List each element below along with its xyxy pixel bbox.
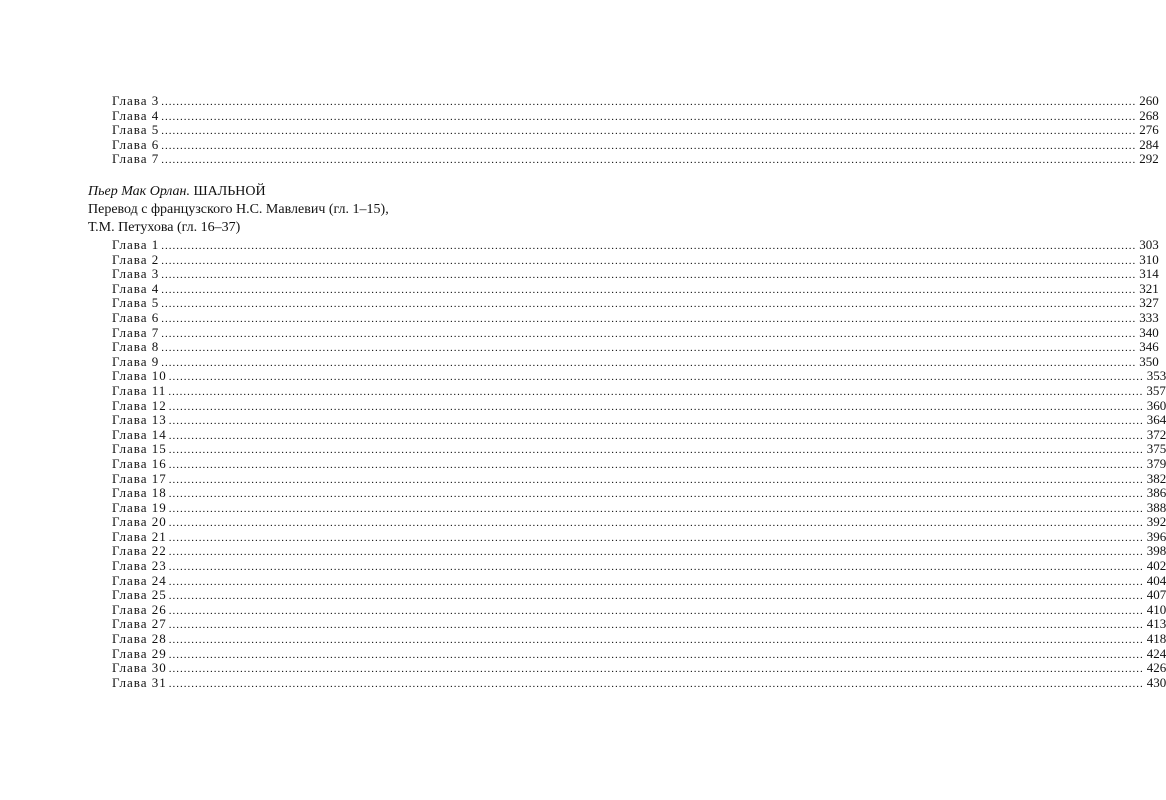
toc-entry-label: Глава 30	[112, 660, 167, 676]
toc-entry	[112, 324, 1159, 341]
dot-leader: ....................................................................................................................................................................................................................................................................	[168, 546, 1144, 559]
toc-entry-page: 350	[1139, 353, 1159, 369]
dot-leader: ....................................................................................................................................................................................................................................................................	[161, 283, 1137, 296]
toc-entry	[112, 122, 1159, 138]
dot-leader: ....................................................................................................................................................................................................................................................................	[168, 677, 1144, 690]
toc-entry-page: 303	[1139, 237, 1159, 252]
dot-leader: ....................................................................................................................................................................................................................................................................	[161, 356, 1137, 369]
dot-leader: ....................................................................................................................................................................................................................................................................	[168, 663, 1144, 676]
toc-entry-label: Глава 29	[112, 645, 167, 661]
toc-entry-label: Глава 3	[112, 93, 160, 108]
toc-entry	[112, 572, 1166, 589]
toc-entry-label: Глава 7	[112, 324, 160, 340]
toc-entry	[112, 514, 1166, 530]
toc-entry-page: 321	[1139, 280, 1159, 296]
toc-entry-label: Глава 16	[112, 455, 167, 471]
dot-leader: ....................................................................................................................................................................................................................................................................	[168, 444, 1144, 457]
toc-entry	[112, 151, 1159, 167]
dot-leader: ....................................................................................................................................................................................................................................................................	[168, 502, 1144, 515]
dot-leader: ....................................................................................................................................................................................................................................................................	[161, 254, 1137, 267]
toc-entry-label: Глава 6	[112, 136, 160, 152]
toc-entry-label: Глава 1	[112, 237, 160, 252]
dot-leader: ....................................................................................................................................................................................................................................................................	[168, 458, 1144, 471]
toc-entry-page: 392	[1146, 514, 1166, 530]
toc-entry	[112, 295, 1159, 311]
toc-entry-label: Глава 23	[112, 558, 167, 574]
toc-entry-page: 360	[1146, 397, 1166, 413]
toc-entry	[112, 455, 1166, 472]
toc-entry	[112, 339, 1159, 355]
toc-entry	[112, 280, 1159, 297]
toc-entry	[112, 645, 1166, 662]
toc-entry-label: Глава 4	[112, 280, 160, 296]
toc-entry-label: Глава 15	[112, 441, 167, 457]
toc-entry	[112, 397, 1166, 414]
toc-entry-page: 402	[1146, 558, 1166, 574]
toc-entry	[112, 558, 1166, 574]
dot-leader: ....................................................................................................................................................................................................................................................................	[161, 312, 1137, 325]
dot-leader: ....................................................................................................................................................................................................................................................................	[161, 110, 1137, 123]
toc-entry	[112, 631, 1166, 647]
dot-leader: ....................................................................................................................................................................................................................................................................	[168, 371, 1144, 384]
toc-entry	[112, 136, 1159, 153]
toc-list-previous-work	[112, 93, 1159, 167]
work-author: Пьер Мак Орлан.	[88, 184, 191, 199]
toc-entry	[112, 485, 1166, 501]
dot-leader: ....................................................................................................................................................................................................................................................................	[168, 648, 1144, 661]
toc-entry-page: 284	[1139, 136, 1159, 152]
toc-entry-page: 388	[1146, 499, 1166, 515]
dot-leader: ....................................................................................................................................................................................................................................................................	[168, 590, 1144, 603]
toc-entry	[112, 674, 1166, 691]
toc-entry-page: 413	[1146, 616, 1166, 632]
dot-leader: ....................................................................................................................................................................................................................................................................	[168, 575, 1144, 588]
toc-entry	[112, 237, 1159, 253]
toc-entry	[112, 660, 1166, 676]
toc-entry-label: Глава 20	[112, 514, 167, 530]
toc-entry	[112, 382, 1166, 399]
toc-entry	[112, 309, 1159, 326]
toc-entry	[112, 353, 1159, 370]
dot-leader: ....................................................................................................................................................................................................................................................................	[161, 240, 1137, 252]
toc-entry-label: Глава 5	[112, 122, 160, 138]
work-heading	[88, 183, 548, 237]
toc-entry	[112, 470, 1166, 487]
toc-entry	[112, 412, 1166, 428]
toc-entry	[112, 528, 1166, 545]
toc-entry-page: 372	[1146, 426, 1166, 442]
toc-entry-page: 260	[1139, 93, 1159, 108]
toc-entry-label: Глава 19	[112, 499, 167, 515]
translation-credit-line-2: Т.М. Петухова (гл. 16–37)	[88, 220, 241, 235]
dot-leader: ....................................................................................................................................................................................................................................................................	[168, 400, 1144, 413]
toc-entry-label: Глава 4	[112, 107, 160, 123]
toc-entry	[112, 368, 1166, 384]
toc-entry-label: Глава 26	[112, 601, 167, 617]
work-title: ШАЛЬНОЙ	[193, 184, 266, 199]
toc-entry-page: 407	[1146, 587, 1166, 603]
toc-entry-label: Глава 7	[112, 151, 160, 167]
toc-entry-page: 396	[1146, 528, 1166, 544]
toc-entry-label: Глава 2	[112, 251, 160, 267]
toc-entry-page: 410	[1146, 601, 1166, 617]
toc-entry-page: 268	[1139, 107, 1159, 123]
toc-entry-page: 386	[1146, 485, 1166, 501]
dot-leader: ....................................................................................................................................................................................................................................................................	[168, 429, 1144, 442]
toc-entry-page: 375	[1146, 441, 1166, 457]
toc-entry-page: 340	[1139, 324, 1159, 340]
toc-entry-page: 353	[1146, 368, 1166, 384]
toc-entry-page: 292	[1139, 151, 1159, 167]
toc-entry	[112, 426, 1166, 443]
toc-entry-page: 426	[1146, 660, 1166, 676]
dot-leader: ....................................................................................................................................................................................................................................................................	[161, 298, 1137, 311]
toc-entry-label: Глава 13	[112, 412, 167, 428]
toc-entry-page: 333	[1139, 309, 1159, 325]
dot-leader: ....................................................................................................................................................................................................................................................................	[168, 488, 1144, 501]
toc-entry-page: 327	[1139, 295, 1159, 311]
toc-entry-page: 424	[1146, 645, 1166, 661]
dot-leader: ....................................................................................................................................................................................................................................................................	[168, 473, 1144, 486]
toc-entry-label: Глава 31	[112, 674, 167, 690]
dot-leader: ....................................................................................................................................................................................................................................................................	[161, 269, 1137, 282]
toc-entry-page: 357	[1146, 382, 1166, 398]
toc-entry	[112, 601, 1166, 618]
toc-entry-page: 430	[1146, 674, 1166, 690]
toc-entry-page: 346	[1139, 339, 1159, 355]
toc-entry-label: Глава 6	[112, 309, 160, 325]
toc-entry-label: Глава 18	[112, 485, 167, 501]
toc-entry-label: Глава 17	[112, 470, 167, 486]
toc-entry-page: 382	[1146, 470, 1166, 486]
dot-leader: ....................................................................................................................................................................................................................................................................	[168, 561, 1144, 574]
toc-entry-label: Глава 28	[112, 631, 167, 647]
dot-leader: ....................................................................................................................................................................................................................................................................	[168, 531, 1144, 544]
toc-entry	[112, 266, 1159, 282]
toc-entry-page: 276	[1139, 122, 1159, 138]
toc-entry-label: Глава 24	[112, 572, 167, 588]
dot-leader: ....................................................................................................................................................................................................................................................................	[168, 604, 1144, 617]
dot-leader: ....................................................................................................................................................................................................................................................................	[168, 634, 1144, 647]
toc-entry-label: Глава 12	[112, 397, 167, 413]
toc-entry	[112, 441, 1166, 457]
toc-entry-page: 398	[1146, 543, 1166, 559]
dot-leader: ....................................................................................................................................................................................................................................................................	[161, 125, 1137, 138]
toc-entry	[112, 543, 1166, 559]
toc-entry-page: 418	[1146, 631, 1166, 647]
toc-entry-label: Глава 5	[112, 295, 160, 311]
dot-leader: ....................................................................................................................................................................................................................................................................	[161, 154, 1137, 167]
dot-leader: ....................................................................................................................................................................................................................................................................	[168, 517, 1144, 530]
dot-leader: ....................................................................................................................................................................................................................................................................	[161, 327, 1137, 340]
toc-entry-label: Глава 27	[112, 616, 167, 632]
toc-entry-page: 364	[1146, 412, 1166, 428]
dot-leader: ....................................................................................................................................................................................................................................................................	[168, 385, 1144, 398]
translation-credit-line-1: Перевод с французского Н.С. Мавлевич (гл. 1–15),	[88, 202, 389, 217]
toc-entry-page: 404	[1146, 572, 1166, 588]
toc-entry	[112, 93, 1159, 109]
toc-entry	[112, 251, 1159, 268]
toc-entry-label: Глава 21	[112, 528, 167, 544]
toc-entry-label: Глава 10	[112, 368, 167, 384]
toc-entry	[112, 587, 1166, 603]
toc-entry	[112, 616, 1166, 632]
dot-leader: ....................................................................................................................................................................................................................................................................	[161, 139, 1137, 152]
toc-entry-label: Глава 14	[112, 426, 167, 442]
toc-entry-label: Глава 8	[112, 339, 160, 355]
toc-entry-label: Глава 9	[112, 353, 160, 369]
toc-entry-page: 310	[1139, 251, 1159, 267]
dot-leader: ....................................................................................................................................................................................................................................................................	[168, 415, 1144, 428]
dot-leader: ....................................................................................................................................................................................................................................................................	[161, 342, 1137, 355]
dot-leader: ....................................................................................................................................................................................................................................................................	[161, 96, 1137, 108]
toc-entry	[112, 499, 1166, 516]
toc-entry-page: 314	[1139, 266, 1159, 282]
toc-entry-label: Глава 22	[112, 543, 167, 559]
toc-entry	[112, 107, 1159, 124]
toc-list-chapters	[112, 237, 1166, 690]
toc-entry-label: Глава 11	[112, 382, 167, 398]
dot-leader: ....................................................................................................................................................................................................................................................................	[168, 619, 1144, 632]
toc-entry-label: Глава 3	[112, 266, 160, 282]
toc-entry-label: Глава 25	[112, 587, 167, 603]
toc-entry-page: 379	[1146, 455, 1166, 471]
